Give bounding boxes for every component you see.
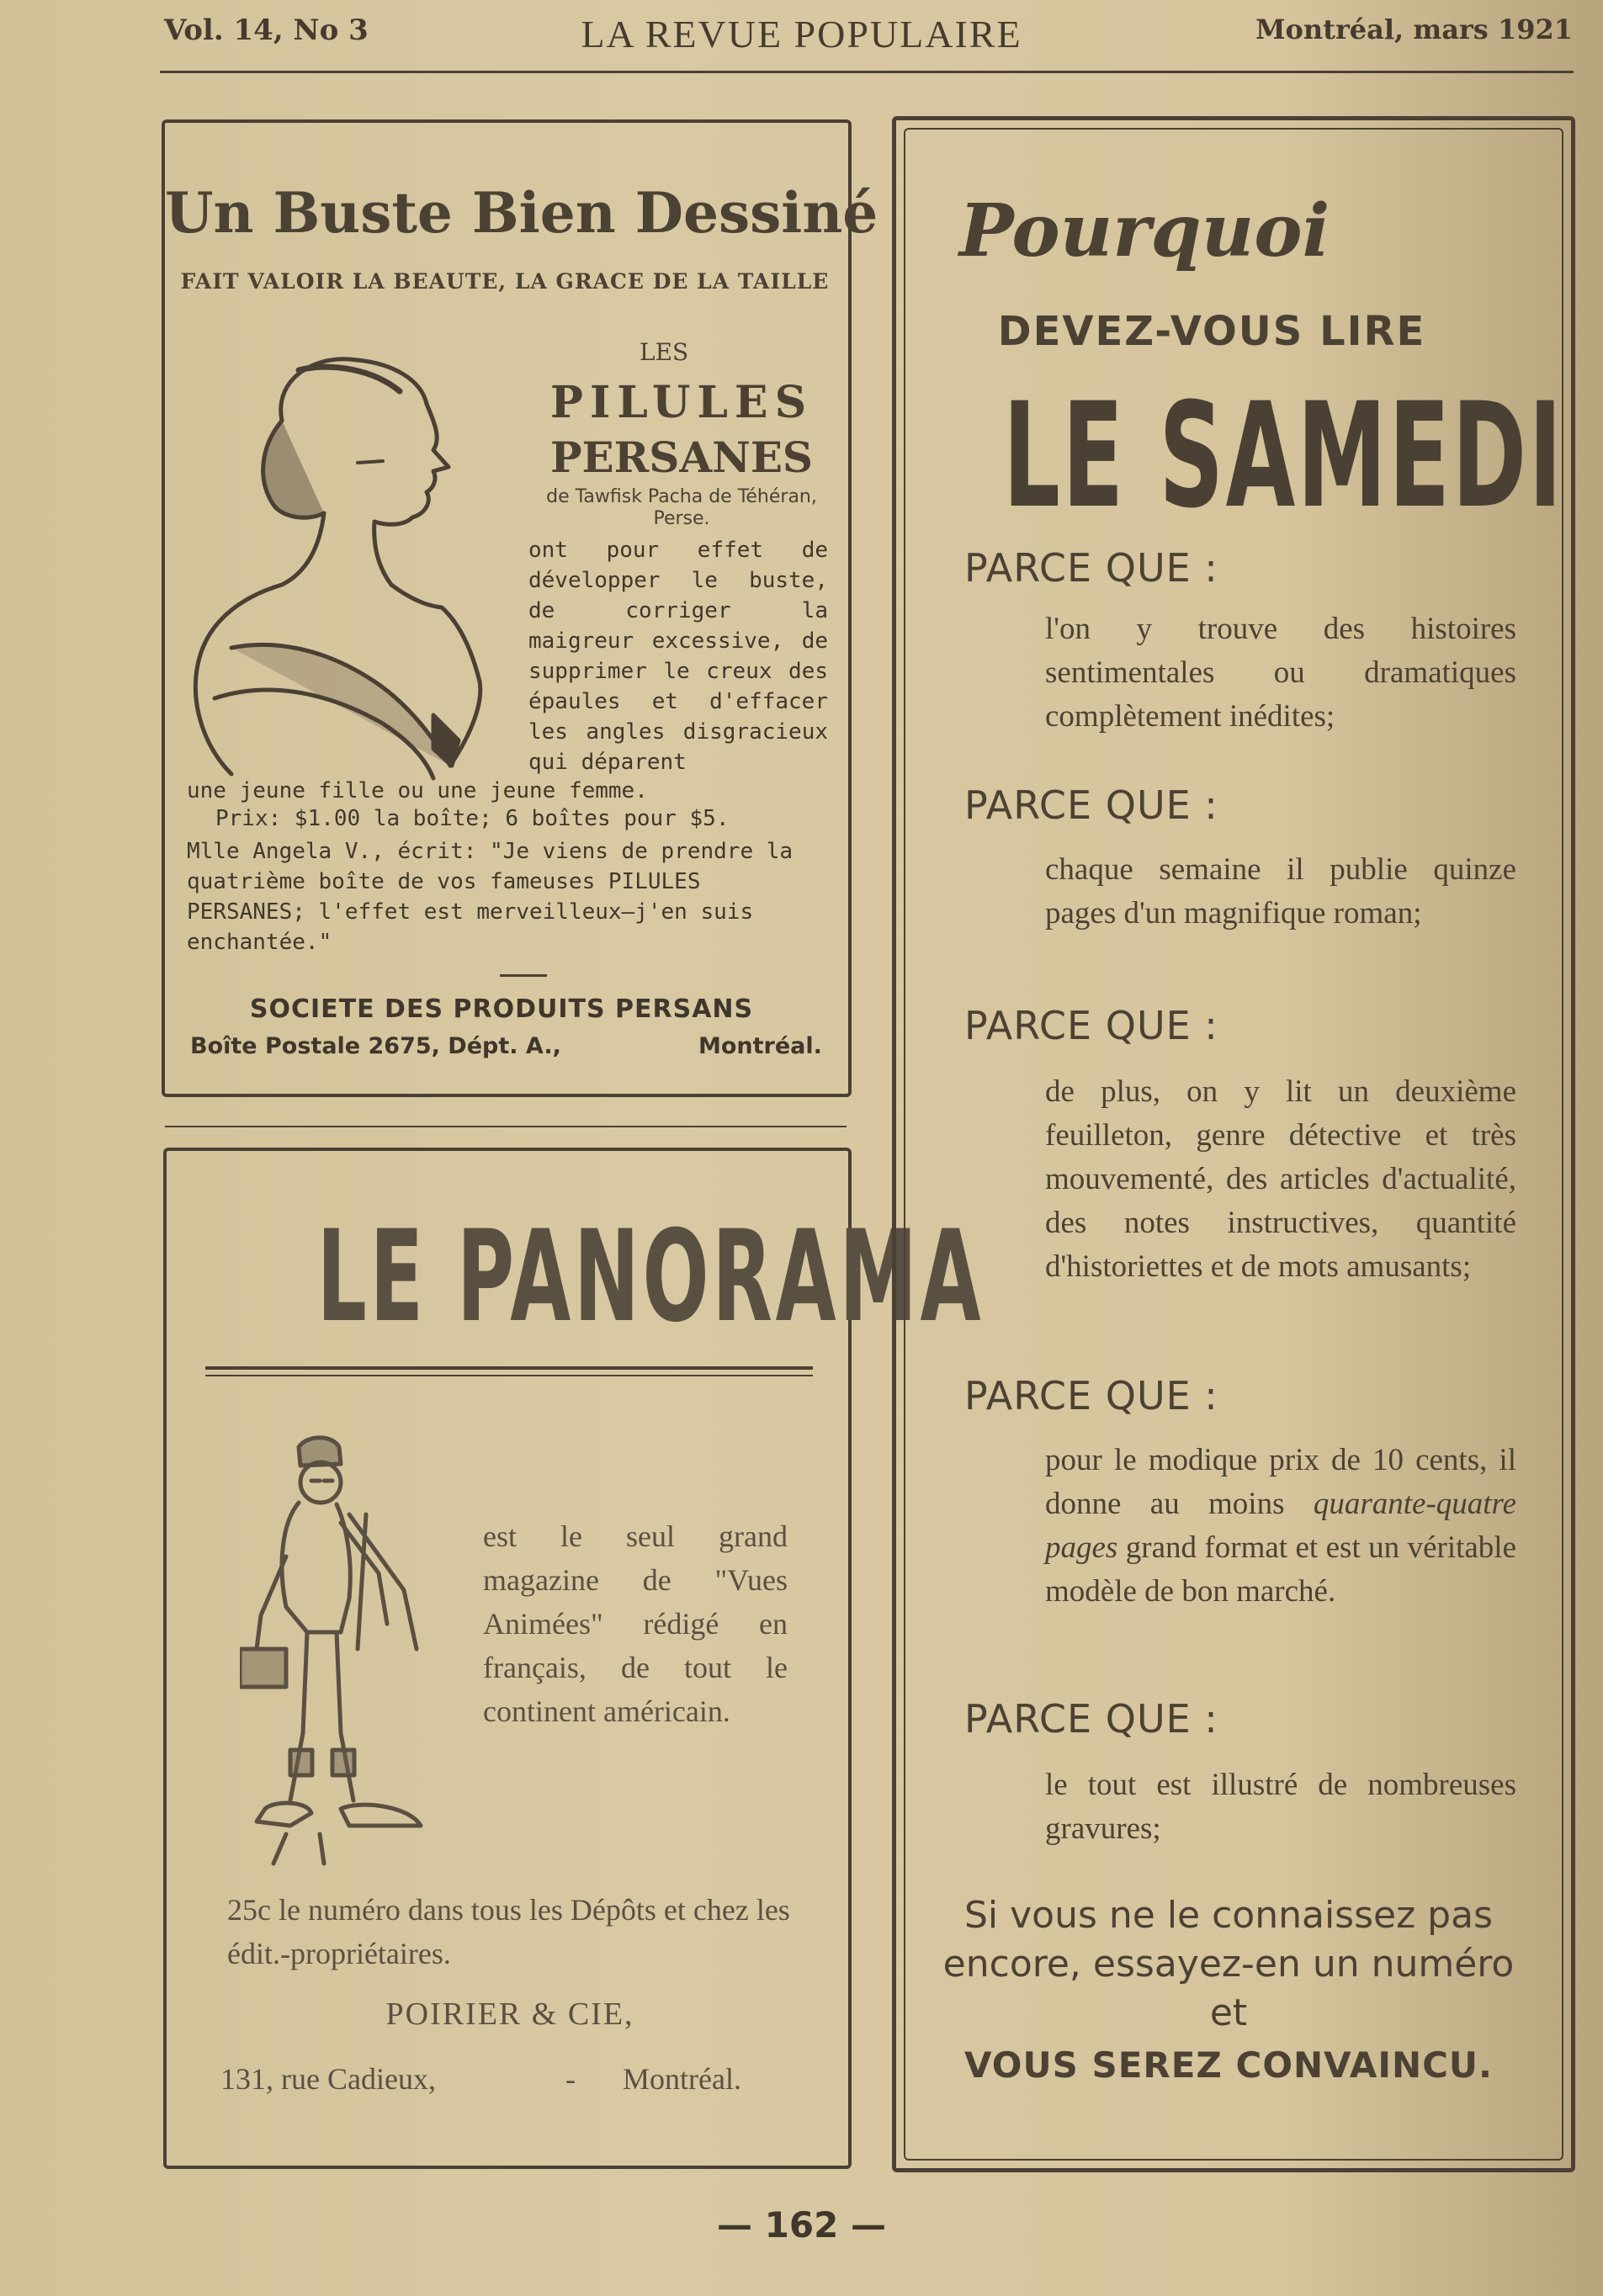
ad-buste-company: SOCIETE DES PRODUITS PERSANS [249,994,754,1024]
ad-buste-divider [500,974,547,977]
ad-samedi-reason-label-4: PARCE QUE : [964,1373,1218,1418]
ad-buste-address: Boîte Postale 2675, Dépt. A., [190,1033,561,1059]
ad-panorama-rule-thin [205,1375,813,1376]
ad-panorama-rule-thick [205,1366,813,1370]
ad-samedi-title: Pourquoi [959,188,1330,273]
ad-samedi-reason-label-3: PARCE QUE : [964,1003,1218,1048]
volume-label: Vol. 14, No 3 [164,13,369,47]
ad-samedi-reason-2: chaque semaine il publie quinze pages d'un magnifique roman; [1045,852,1516,931]
cameraman-illustration [240,1430,450,1868]
ad-samedi-reason-4-italic: quarante-quatre pages [1045,1487,1516,1565]
page-number: — 162 — [717,2204,886,2246]
ad-samedi-reason-5: le tout est illustré de nombreuses gravures; [1045,1768,1516,1846]
ad-buste-origin: de Tawfisk Pacha de Téhéran, Perse. [546,486,817,529]
ad-samedi-conclusion: VOUS SEREZ CONVAINCU. [964,2044,1493,2086]
ad-panorama-address: 131, rue Cadieux, [220,2062,436,2096]
ad-buste-les: LES [640,338,689,366]
ad-buste-body-full: une jeune fille ou une jeune femme. [187,778,648,803]
ad-buste-body-column: ont pour effet de développer le buste, de corriger la maigreur excessive, de supprimer le creux des épaules et d'effacer les angles disgracieux qui déparent [528,538,828,775]
ad-samedi-subtitle: DEVEZ-VOUS LIRE [997,308,1426,355]
column-rule-left [165,1126,847,1127]
ad-samedi-reason-label-1: PARCE QUE : [964,545,1218,591]
ad-buste-testimonial: Mlle Angela V., écrit: "Je viens de prendre la quatrième boîte de vos fameuses PILULES PERSANES; l'effet est merveilleux—j'en suis enchantée." [187,839,794,955]
ad-samedi-reason-4 [1045,1439,1516,1614]
ad-samedi-reason-label-2: PARCE QUE : [964,782,1218,828]
woman-portrait-illustration [181,345,526,782]
ad-buste-subtitle: FAIT VALOIR LA BEAUTE, LA GRACE DE LA TAILLE [180,269,830,294]
ad-samedi-name: LE SAMEDI [1003,371,1564,540]
ad-buste-price: Prix: $1.00 la boîte; 6 boîtes pour $5. [215,806,730,831]
ad-buste-product-line2: PERSANES [549,432,814,482]
ad-panorama-publisher: POIRIER & CIE, [385,1996,634,2032]
ad-samedi-closing: Si vous ne le connaissez pas encore, essayez-en un numéro et [942,1894,1515,2034]
ad-panorama-body: est le seul grand magazine de "Vues Animées" rédigé en français, de tout le continent américain. [483,1519,788,1728]
dateline: Montréal, mars 1921 [1255,13,1573,45]
ad-buste-title: Un Buste Bien Dessiné [165,180,878,246]
ad-samedi-reason-label-5: PARCE QUE : [964,1696,1218,1742]
ad-samedi-reason-4-rest: grand format et est un véritable modèle de bon marché. [1045,1530,1517,1609]
ad-buste-city: Montréal. [698,1033,822,1059]
ad-buste-product-line1: PILULES [549,377,814,428]
ad-panorama-title: LE PANORAMA [316,1204,985,1350]
publication-title: LA REVUE POPULAIRE [581,13,1022,56]
ad-samedi-reason-4-start: pour le modique prix de 10 cents, il donne au moins [1045,1443,1516,1521]
ad-samedi-reason-1: l'on y trouve des histoires sentimentales ou dramatiques complètement inédites; [1045,612,1516,734]
ad-panorama-separator: - [565,2062,576,2096]
ad-panorama-city: Montréal. [623,2062,741,2096]
header-rule [160,71,1574,73]
ad-samedi-reason-3: de plus, on y lit un deuxième feuilleton, genre détective et très mouvementé, des articles d'actualité, des notes instructives, quantité d'historiettes et de mots amusants; [1045,1074,1516,1284]
ad-panorama-price: 25c le numéro dans tous les Dépôts et chez les édit.-propriétaires. [227,1893,790,1970]
